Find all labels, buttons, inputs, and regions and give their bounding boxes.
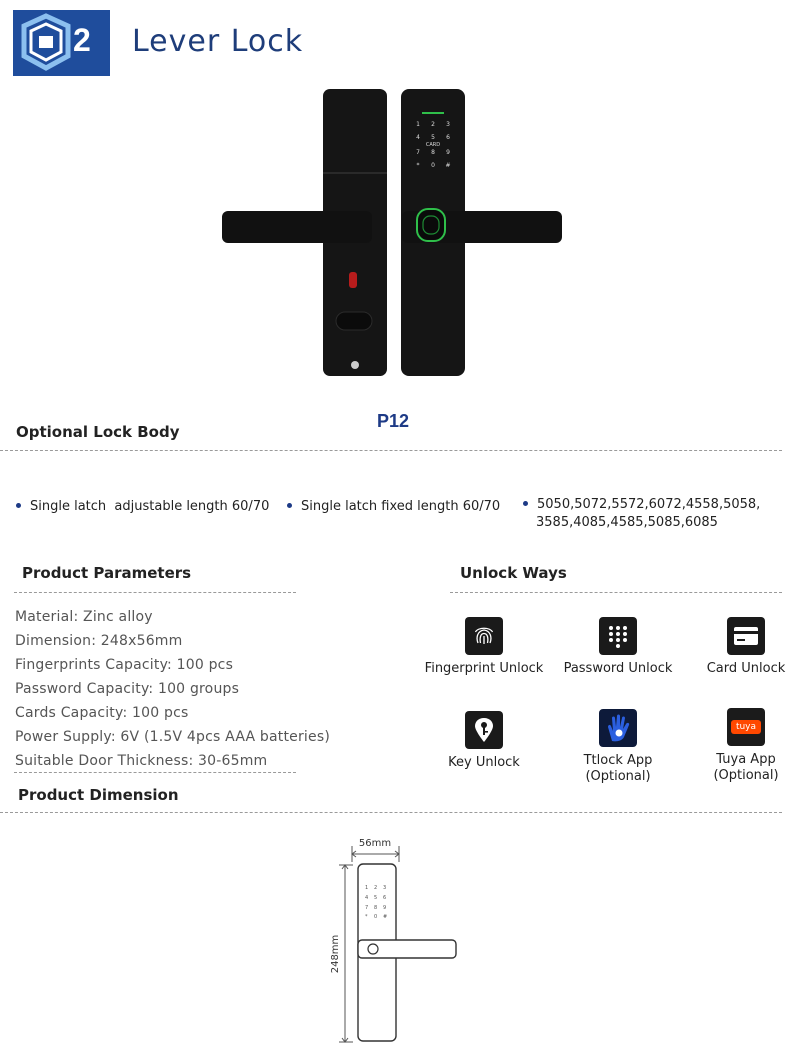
keypad-key: 8 <box>431 149 435 156</box>
keypad-icon <box>599 617 637 655</box>
divider <box>0 450 782 451</box>
parameter-item: Power Supply: 6V (1.5V 4pcs AAA batteries) <box>15 729 330 745</box>
key-icon <box>465 711 503 749</box>
parameter-item: Cards Capacity: 100 pcs <box>15 705 189 721</box>
lock-body-heading: Optional Lock Body <box>16 423 180 441</box>
svg-text:7: 7 <box>365 905 369 911</box>
svg-text:4: 4 <box>365 895 369 901</box>
unlock-way-fingerprint: Fingerprint Unlock <box>414 617 554 677</box>
parameter-item: Password Capacity: 100 groups <box>15 681 240 697</box>
keypad-key: 2 <box>431 121 435 128</box>
tuya-app-icon <box>727 708 765 746</box>
unlock-way-card: Card Unlock <box>676 617 800 677</box>
divider <box>450 592 782 593</box>
svg-text:8: 8 <box>374 905 378 911</box>
front-panel <box>401 89 562 376</box>
svg-text:0: 0 <box>374 914 378 920</box>
fingerprint-icon <box>465 617 503 655</box>
keypad-key: 3 <box>446 121 450 128</box>
svg-text:3: 3 <box>383 885 387 891</box>
divider <box>14 592 296 593</box>
unlock-way-ttlock: Ttlock App (Optional) <box>548 709 688 785</box>
dimension-drawing <box>325 832 465 1047</box>
lock-body-option: Single latch adjustable length 60/70 <box>16 498 269 515</box>
parameter-item: Dimension: 248x56mm <box>15 633 183 649</box>
lock-body-option: Single latch fixed length 60/70 <box>287 498 500 515</box>
dimension-heading: Product Dimension <box>18 786 179 804</box>
logo-mark-icon <box>13 10 110 76</box>
unlock-way-key: Key Unlock <box>414 711 554 771</box>
model-label: P12 <box>377 411 410 431</box>
divider <box>0 812 782 813</box>
bullet-icon <box>16 503 21 508</box>
lock-body-option: 5050,5072,5572,6072,4558,5058, <box>523 496 760 513</box>
keypad-key: 5 <box>431 134 435 141</box>
keypad-card-label: CARD <box>425 142 441 148</box>
card-icon <box>727 617 765 655</box>
keypad-key: 7 <box>416 149 420 156</box>
page-title: Lever Lock <box>132 24 304 59</box>
width-label: 56mm <box>358 838 392 849</box>
unlock-ways-heading: Unlock Ways <box>460 564 567 582</box>
unlock-way-tuya: tuya Tuya App (Optional) <box>676 708 800 784</box>
product-photo <box>215 85 570 380</box>
bullet-icon <box>287 503 292 508</box>
height-label: 248mm <box>330 934 341 974</box>
parameter-item: Suitable Door Thickness: 30-65mm <box>15 753 268 769</box>
tuya-logo: tuya <box>731 720 761 734</box>
svg-text:9: 9 <box>383 905 387 911</box>
rear-panel <box>222 89 387 376</box>
keypad-key: 1 <box>416 121 420 128</box>
parameters-heading: Product Parameters <box>22 564 192 582</box>
keypad-key: 0 <box>431 162 435 169</box>
divider <box>14 772 296 773</box>
bullet-icon <box>523 501 528 506</box>
keypad-key: # <box>445 162 451 169</box>
keypad-key: * <box>416 162 420 169</box>
logo-number: 2 <box>73 22 91 58</box>
ttlock-app-icon <box>599 709 637 747</box>
svg-text:6: 6 <box>383 895 387 901</box>
parameter-item: Material: Zinc alloy <box>15 609 153 625</box>
brand-logo <box>13 10 110 76</box>
keypad-key: 4 <box>416 134 420 141</box>
svg-text:1: 1 <box>365 885 369 891</box>
unlock-way-password: Password Unlock <box>548 617 688 677</box>
svg-text:2: 2 <box>374 885 378 891</box>
parameter-item: Fingerprints Capacity: 100 pcs <box>15 657 234 673</box>
keypad-key: 9 <box>446 149 450 156</box>
svg-text:5: 5 <box>374 895 378 901</box>
svg-text:#: # <box>383 914 388 920</box>
lock-body-option-cont: 3585,4085,4585,5085,6085 <box>536 515 718 530</box>
keypad-key: 6 <box>446 134 450 141</box>
svg-text:*: * <box>365 914 368 920</box>
